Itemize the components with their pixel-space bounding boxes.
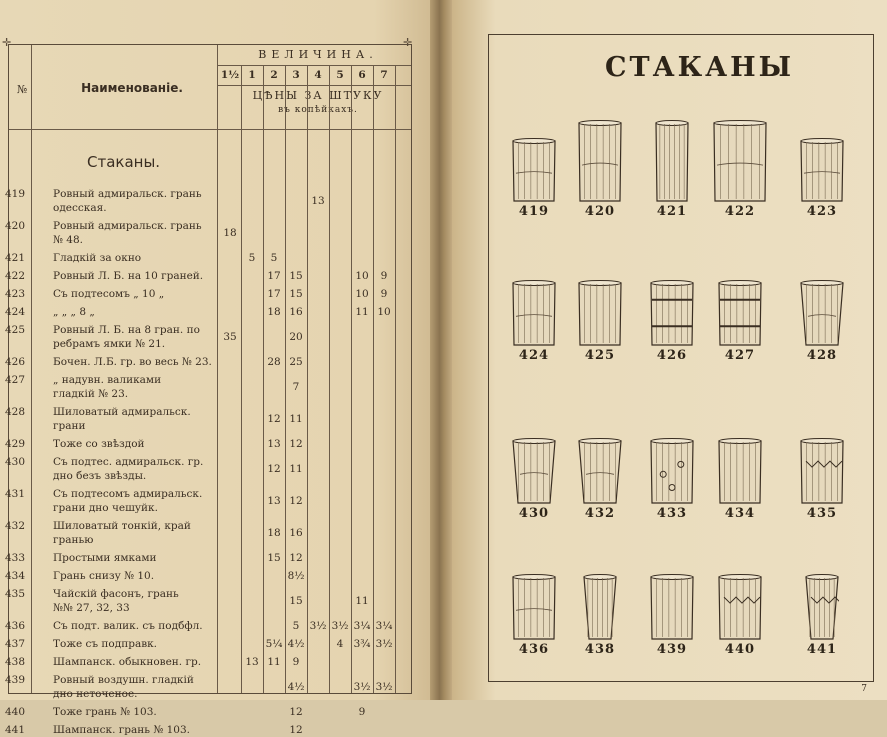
glass-illustration [713,120,767,219]
price-column-divider [263,65,264,693]
price-cell: 15 [289,288,303,300]
price-cell: 28 [267,356,281,368]
column-header-number: № [17,83,28,96]
price-cell: 18 [267,306,281,318]
row-number: 433 [5,552,26,564]
glass-illustration [512,574,556,657]
header-divider [217,65,411,66]
price-column-divider [373,65,374,693]
glass-illustration [578,280,622,363]
price-cell: 17 [267,270,281,282]
glass-number-label: 424 [518,348,550,363]
row-number: 436 [5,620,26,632]
glass-illustration [718,280,762,363]
price-cell: 3¾ [353,638,371,650]
row-name: Съ подт. валик. съ подбфл. [53,620,203,632]
price-column-divider [307,65,308,693]
row-number: 439 [5,674,26,686]
price-column-divider [395,65,396,693]
glass-number-label: 433 [656,506,688,521]
price-cell: 16 [289,527,303,539]
row-number: 434 [5,570,26,582]
row-number: 424 [5,306,26,318]
glass-number-label: 440 [724,642,756,657]
price-cell: 9 [380,288,388,300]
price-cell: 13 [245,656,259,668]
glass-illustration [650,438,694,521]
price-cell: 9 [358,706,366,718]
row-number: 428 [5,406,26,418]
price-column-divider [241,65,242,693]
size-column-header: 5 [336,69,344,81]
glass-illustration [718,438,762,521]
price-cell: 15 [267,552,281,564]
price-cell: 3½ [375,681,393,693]
glass-number-label: 425 [584,348,616,363]
corner-ornament-icon: ✛ [403,36,413,49]
row-name: Ровный Л. Б. на 8 гран. по ребрамъ ямки № 21. [53,324,200,350]
row-name: Тоже со звѣздой [53,438,145,450]
price-cell: 11 [267,656,281,668]
row-name: „ надувн. валиками гладкій № 23. [53,374,162,400]
glass-number-label: 438 [584,642,616,657]
column-header-name: Наименованіе. [81,81,183,95]
row-name: Ровный адмиральск. грань № 48. [53,220,202,246]
glass-number-label: 430 [518,506,550,521]
glass-number-label: 427 [724,348,756,363]
row-name: Шампанск. грань № 103. [53,724,190,736]
price-cell: 7 [292,381,300,393]
row-number: 425 [5,324,26,336]
row-number: 431 [5,488,26,500]
row-number: 432 [5,520,26,532]
section-title: Стаканы. [87,153,161,171]
row-number: 427 [5,374,26,386]
price-cell: 5 [270,252,278,264]
row-number: 423 [5,288,26,300]
price-cell: 12 [267,463,281,475]
row-number: 430 [5,456,26,468]
price-cell: 17 [267,288,281,300]
row-name: Простыми ямками [53,552,157,564]
size-column-header: 2 [270,69,278,81]
price-cell: 18 [223,227,237,239]
price-cell: 12 [289,495,303,507]
row-name: Грань снизу № 10. [53,570,155,582]
price-cell: 11 [289,463,303,475]
glass-illustration [805,574,839,657]
header-divider [217,85,411,86]
price-cell: 3½ [309,620,327,632]
price-cell: 4½ [287,638,305,650]
glass-illustration [512,280,556,363]
row-name: Бочен. Л.Б. гр. во весь № 23. [53,356,212,368]
glass-number-label: 421 [656,204,688,219]
row-number: 437 [5,638,26,650]
column-header-price: ЦѢНЫ ЗА ШТУКУ [252,89,384,102]
price-cell: 12 [289,438,303,450]
price-cell: 3½ [331,620,349,632]
price-cell: 12 [267,413,281,425]
book-gutter [430,0,454,700]
row-name: Съ подтесомъ „ 10 „ [53,288,165,300]
price-column-divider [285,65,286,693]
size-column-header: 1½ [220,69,240,81]
price-cell: 25 [289,356,303,368]
row-name: Ровный адмиральск. грань одесская. [53,188,202,214]
price-cell: 3½ [353,681,371,693]
price-cell: 20 [289,331,303,343]
row-number: 441 [5,724,26,736]
price-table [5,44,412,736]
price-cell: 10 [355,288,369,300]
price-cell: 13 [311,195,325,207]
price-cell: 4 [336,638,344,650]
glass-number-label: 419 [518,204,550,219]
price-cell: 9 [292,656,300,668]
row-name: Ровный Л. Б. на 10 граней. [53,270,204,282]
glass-illustration [650,574,694,657]
corner-ornament-icon: ✛ [2,36,12,49]
price-cell: 11 [355,306,369,318]
price-cell: 10 [377,306,391,318]
glass-illustration [800,280,844,363]
size-column-header: 4 [314,69,322,81]
price-cell: 3½ [375,638,393,650]
row-name: Ровный воздушн. гладкій дно неточеное. [53,674,194,700]
glass-number-label: 441 [806,642,838,657]
size-column-header: 1 [248,69,256,81]
row-number: 420 [5,220,26,232]
glass-number-label: 436 [518,642,550,657]
glass-number-label: 426 [656,348,688,363]
price-cell: 10 [355,270,369,282]
price-cell: 8½ [287,570,305,582]
price-cell: 13 [267,438,281,450]
price-cell: 5¼ [265,638,283,650]
row-name: Тоже съ подправк. [53,638,158,650]
price-cell: 18 [267,527,281,539]
glass-illustration [800,138,844,219]
row-name: Чайскій фасонъ, грань №№ 27, 32, 33 [53,588,179,614]
row-name: „ „ „ 8 „ [53,306,95,318]
price-cell: 5 [292,620,300,632]
price-cell: 3¼ [375,620,393,632]
glass-number-label: 435 [806,506,838,521]
row-number: 421 [5,252,26,264]
price-cell: 11 [355,595,369,607]
size-column-header: 3 [292,69,300,81]
column-header-price-unit: въ копѣйкахъ. [278,105,358,115]
price-cell: 5 [248,252,256,264]
glass-illustration [512,438,556,521]
row-name: Съ подтесомъ адмиральск. грани дно чешуйк. [53,488,203,514]
size-column-header: 6 [358,69,366,81]
row-number: 426 [5,356,26,368]
glass-number-label: 422 [724,204,756,219]
row-name: Съ подтес. адмиральск. гр. дно безъ звѣзды. [53,456,204,482]
column-header-size: ВЕЛИЧИНА. [258,48,378,61]
size-column-header: 7 [380,69,388,81]
glass-illustration [578,120,622,219]
price-cell: 15 [289,270,303,282]
price-cell: 11 [289,413,303,425]
row-name: Шиловатый адмиральск. грани [53,406,191,432]
glass-number-label: 428 [806,348,838,363]
row-number: 435 [5,588,26,600]
price-cell: 16 [289,306,303,318]
glass-number-label: 439 [656,642,688,657]
row-name: Шиловатый тонкій, край гранью [53,520,191,546]
glass-number-label: 423 [806,204,838,219]
glass-number-label: 434 [724,506,756,521]
row-number: 422 [5,270,26,282]
page-number: 7 [861,684,867,694]
price-cell: 9 [380,270,388,282]
price-cell: 12 [289,552,303,564]
row-number: 440 [5,706,26,718]
glass-illustration [718,574,762,657]
glass-number-label: 432 [584,506,616,521]
page-title: СТАКАНЫ [605,52,795,83]
glass-number-label: 420 [584,204,616,219]
price-cell: 13 [267,495,281,507]
price-cell: 15 [289,595,303,607]
glass-illustration [512,138,556,219]
price-cell: 3¼ [353,620,371,632]
glass-illustration [655,120,689,219]
price-cell: 4½ [287,681,305,693]
row-name: Тоже грань № 103. [53,706,157,718]
glass-illustration [650,280,694,363]
glass-illustration [800,438,844,521]
price-column-divider [351,65,352,693]
price-cell: 12 [289,724,303,736]
glass-illustration [583,574,617,657]
row-number: 419 [5,188,26,200]
row-name: Гладкій за окно [53,252,142,264]
price-column-divider [329,65,330,693]
price-cell: 35 [223,331,237,343]
glass-illustration [578,438,622,521]
row-number: 438 [5,656,26,668]
row-number: 429 [5,438,26,450]
row-name: Шампанск. обыкновен. гр. [53,656,202,668]
price-cell: 12 [289,706,303,718]
